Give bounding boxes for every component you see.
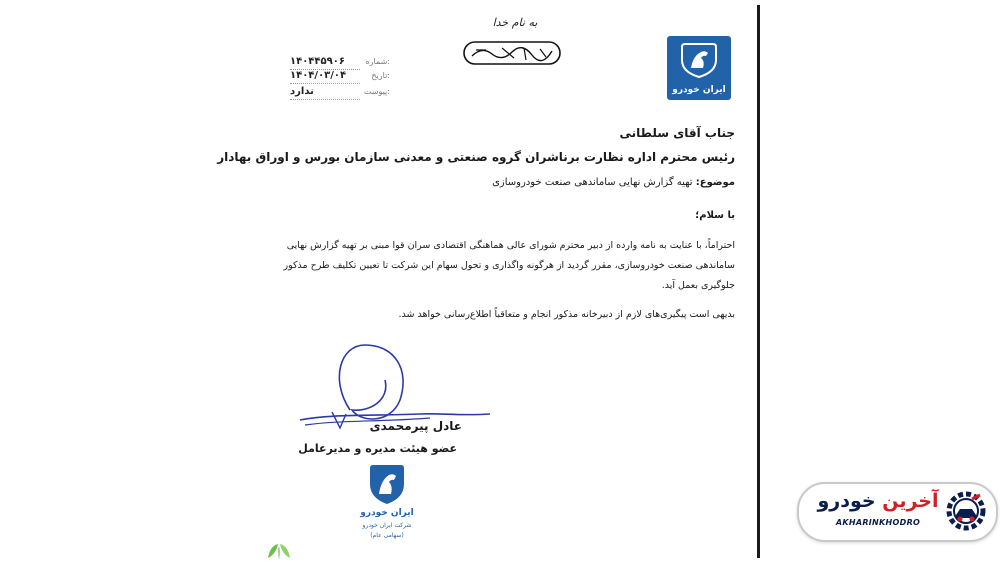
addressee-position: رئیس محترم اداره نظارت برناشران گروه صنعتی و معدنی سازمان بورس و اوراق بهادار (217, 150, 735, 164)
horse-emblem-icon (679, 42, 719, 78)
date-label: تاریخ: (371, 71, 390, 80)
watermark-name-part1: آخرین (882, 490, 939, 512)
site-watermark (797, 482, 998, 542)
greeting: با سلام؛ (695, 210, 735, 221)
signer-name: عادل پیرمحمدی (369, 419, 462, 433)
subject-text: تهیه گزارش نهایی ساماندهی صنعت خودروسازی (492, 177, 693, 188)
watermark-latin: AKHARINKHODRO (835, 518, 921, 527)
stamp-brand: ایران خودرو (360, 508, 414, 518)
stamp-horse-icon (367, 462, 407, 506)
watermark-brand (813, 490, 943, 512)
attachment-label: پیوست: (363, 87, 390, 96)
company-stamp (352, 462, 422, 547)
motto-calligraphy (462, 36, 562, 70)
number-label: شماره: (365, 57, 390, 66)
gear-car-icon (942, 487, 990, 535)
watermark-name-part2: خودرو (817, 490, 876, 512)
body-paragraph-1: احتراماً، با عنایت به نامه وارده از دبیر محترم شورای عالی هماهنگی اقتصادی سران قوا مبنی بر تهیه گزارش نهایی ساماندهی صنعت خودروسازی، مقرر گردید از هرگونه واگذاری و تحول سهام این شرکت تا تعیین تکلیف طرح مذکور جلوگیری بعمل آید. (283, 240, 735, 291)
subject-label: موضوع: (695, 177, 735, 188)
number-value: ۱۴۰۴۴۵۹۰۶ (290, 56, 345, 67)
stamp-company: شرکت ایران خودرو (362, 522, 412, 529)
subject-line (492, 177, 735, 188)
addressee: جناب آقای سلطانی (619, 126, 735, 140)
attachment-value: ندارد (290, 86, 314, 97)
signer-title: عضو هیئت مدیره و مدیرعامل (298, 442, 457, 455)
stamp-type: (سهامی عام) (370, 532, 404, 539)
letter-attachment (290, 86, 390, 100)
letter-number (290, 56, 390, 70)
body-paragraph-2: بدیهی است پیگیری‌های لازم از دبیرخانه مذکور انجام و متعاقباً اطلاع‌رسانی خواهد شد. (398, 309, 735, 320)
logo-text: ایران خودرو (672, 85, 726, 95)
leaf-icon (264, 540, 294, 560)
bismillah: به نام خدا (492, 16, 538, 29)
letter-date (290, 70, 390, 84)
page-edge-line (757, 5, 760, 558)
date-value: ۱۴۰۴/۰۳/۰۴ (290, 70, 347, 81)
company-logo (667, 36, 731, 100)
